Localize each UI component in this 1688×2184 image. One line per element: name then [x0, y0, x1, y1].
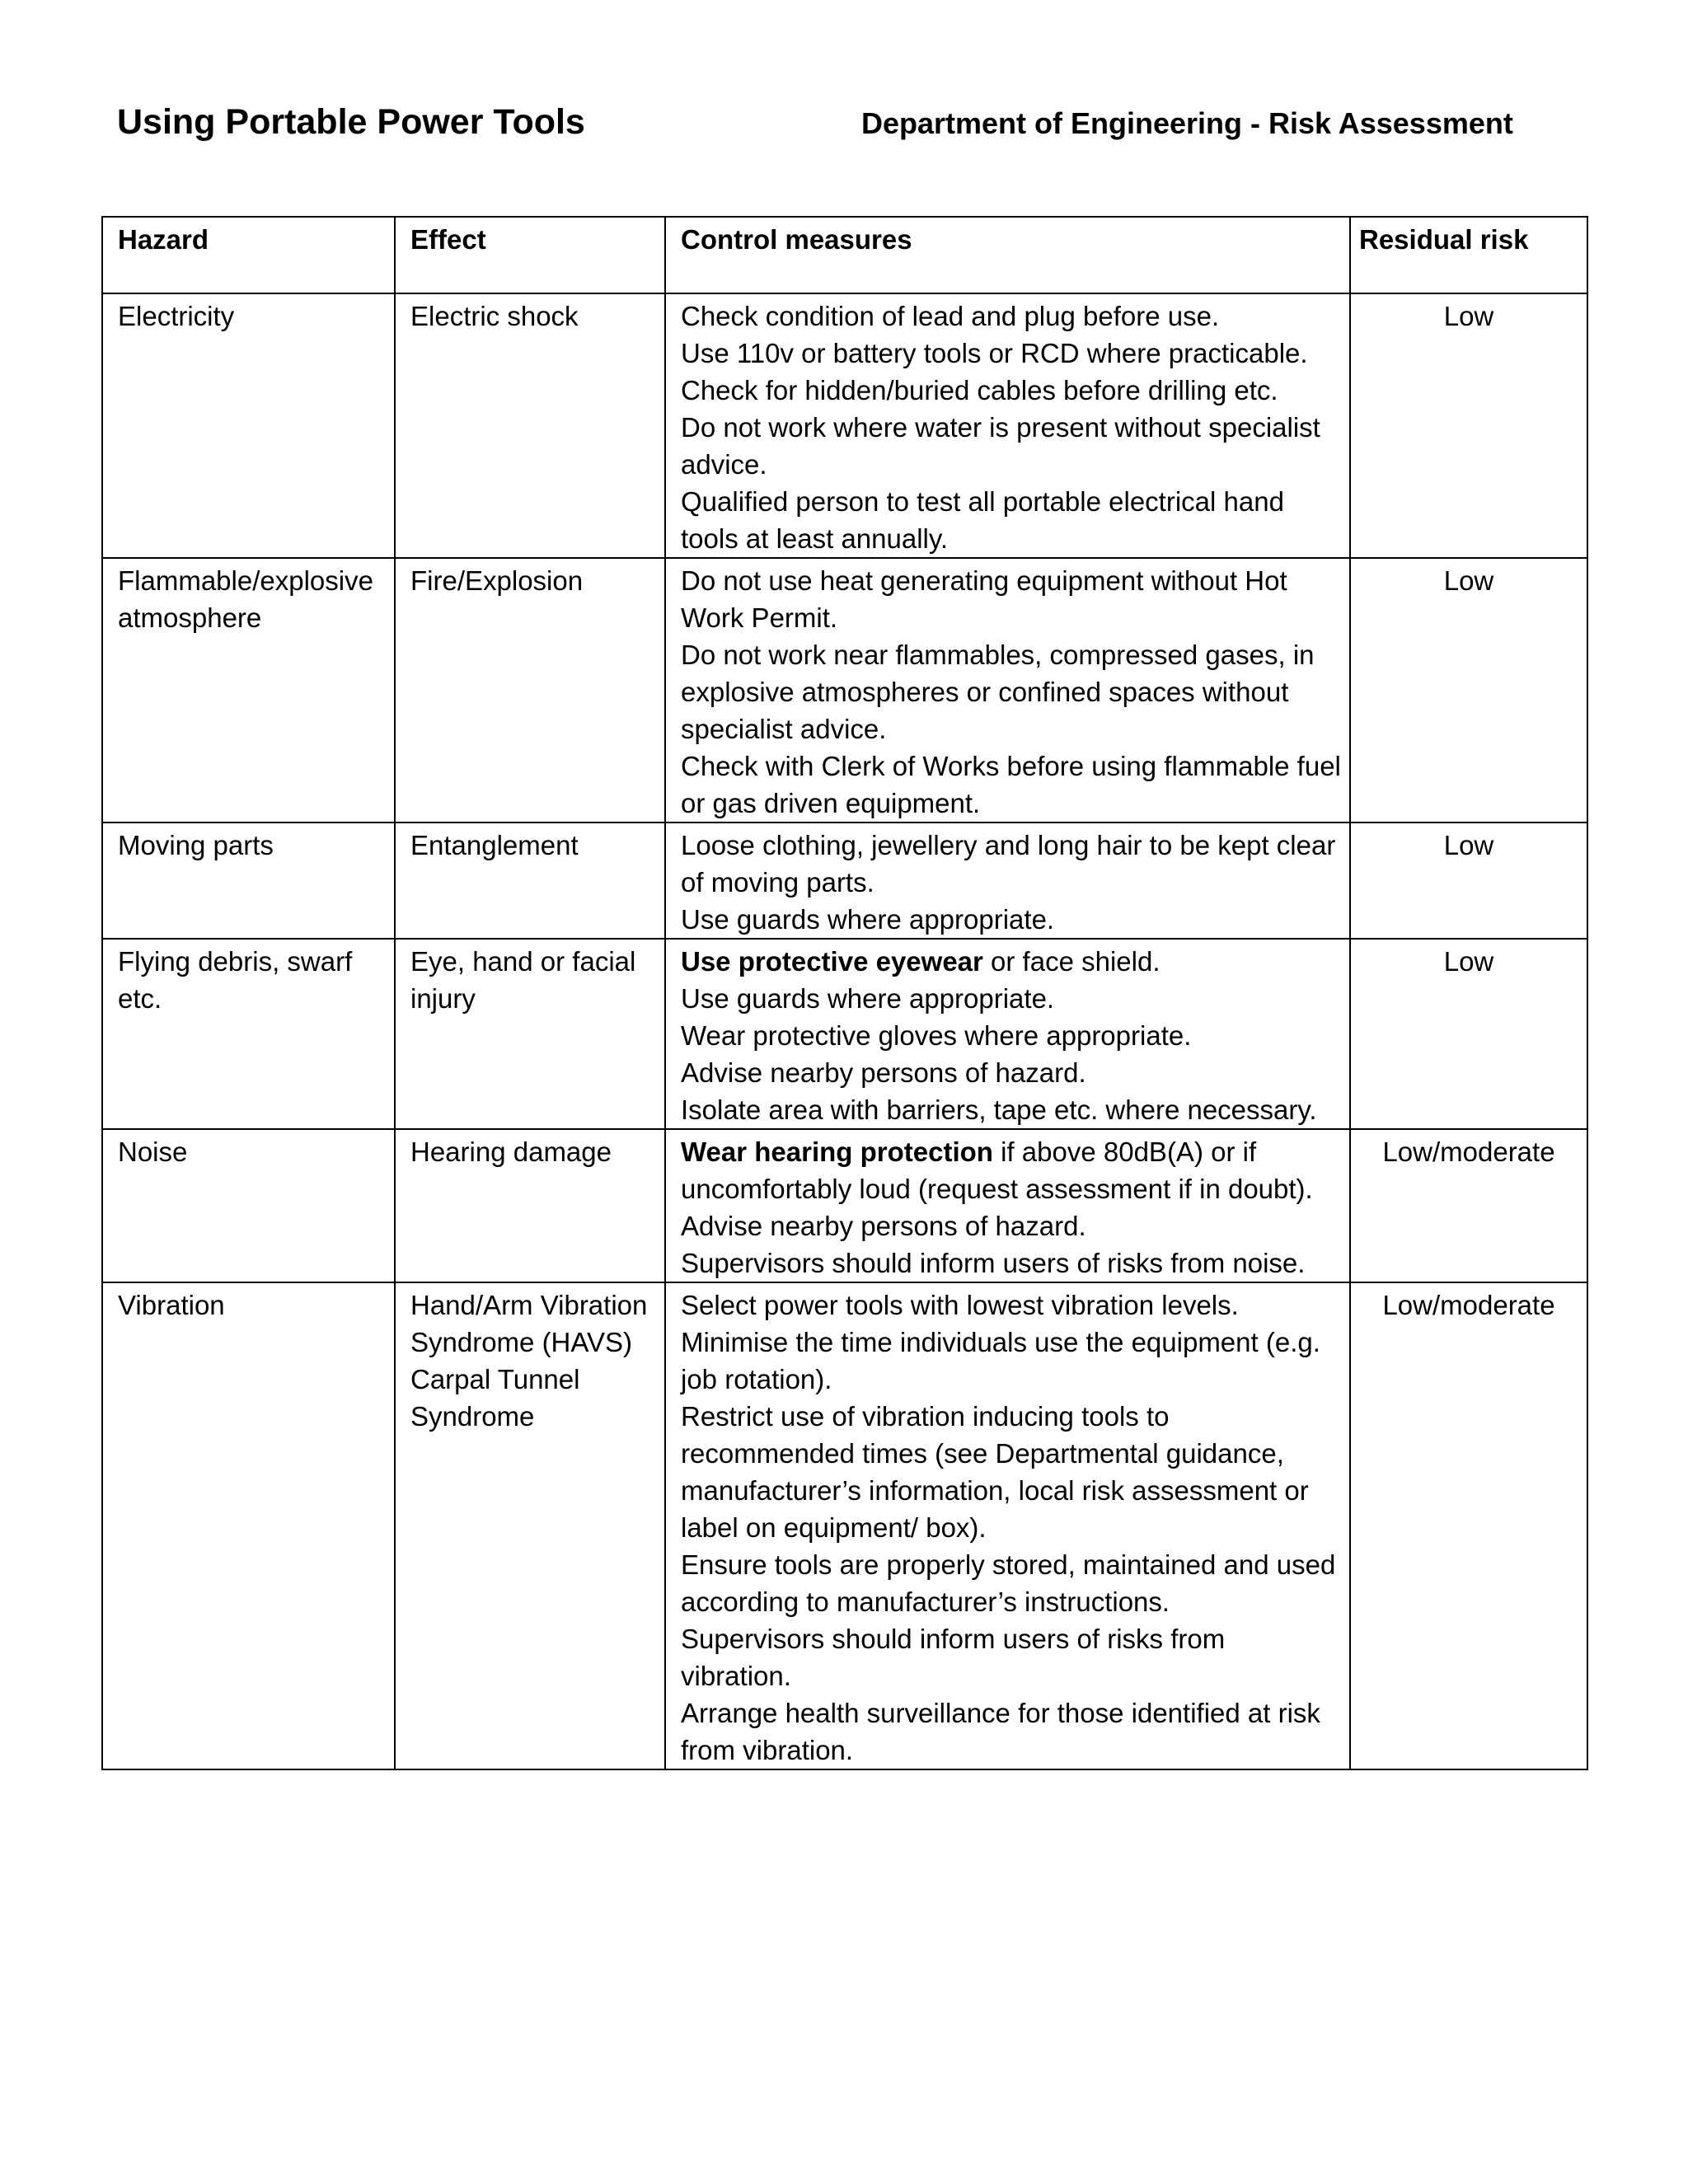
control-measure-text: Select power tools with lowest vibration levels.	[681, 1290, 1239, 1320]
effect-cell: Hearing damage	[395, 1129, 665, 1282]
table-row	[102, 558, 1587, 823]
control-measure-item	[681, 980, 1343, 1017]
control-measure-item	[681, 1017, 1343, 1054]
control-measure-text: Arrange health surveillance for those identified at risk from vibration.	[681, 1698, 1320, 1765]
column-header-effect: Effect	[395, 217, 665, 293]
control-measure-item	[681, 483, 1343, 557]
control-measure-item	[681, 1054, 1343, 1091]
control-measure-text: Isolate area with barriers, tape etc. where necessary.	[681, 1094, 1317, 1125]
hazard-cell: Flying debris, swarf etc.	[102, 939, 395, 1129]
control-measure-text: Loose clothing, jewellery and long hair to be kept clear of moving parts.	[681, 830, 1336, 898]
residual-risk-cell: Low/moderate	[1350, 1129, 1587, 1282]
effect-cell: Eye, hand or facial injury	[395, 939, 665, 1129]
control-measure-item	[681, 1286, 1343, 1324]
control-measure-text: Do not work near flammables, compressed gases, in explosive atmospheres or confined spaces without specialist advice.	[681, 640, 1315, 744]
control-measure-item	[681, 409, 1343, 483]
table-header-row	[102, 217, 1587, 293]
control-measure-item	[681, 1244, 1343, 1282]
control-measure-text: Advise nearby persons of hazard.	[681, 1057, 1086, 1088]
table-row	[102, 293, 1587, 558]
control-measure-item	[681, 1091, 1343, 1128]
control-measure-item	[681, 943, 1343, 980]
residual-risk-cell: Low/moderate	[1350, 1282, 1587, 1769]
hazard-cell: Electricity	[102, 293, 395, 558]
table-row	[102, 823, 1587, 939]
control-measures-cell	[665, 293, 1350, 558]
control-measure-text: Wear protective gloves where appropriate.	[681, 1020, 1192, 1051]
control-measure-text: Minimise the time individuals use the equipment (e.g. job rotation).	[681, 1327, 1320, 1394]
hazard-cell: Moving parts	[102, 823, 395, 939]
control-measure-item	[681, 298, 1343, 335]
control-measures-cell	[665, 1129, 1350, 1282]
residual-risk-cell: Low	[1350, 823, 1587, 939]
control-measure-item	[681, 901, 1343, 938]
residual-risk-cell: Low	[1350, 939, 1587, 1129]
residual-risk-cell: Low	[1350, 558, 1587, 823]
control-measure-item	[681, 1207, 1343, 1244]
control-measure-item	[681, 636, 1343, 748]
control-measure-item	[681, 1398, 1343, 1546]
control-measure-item	[681, 748, 1343, 822]
risk-assessment-table	[101, 216, 1588, 1770]
control-measures-cell	[665, 939, 1350, 1129]
control-measure-text: Use guards where appropriate.	[681, 983, 1055, 1014]
control-measure-item	[681, 562, 1343, 636]
effect-cell: Entanglement	[395, 823, 665, 939]
hazard-cell: Noise	[102, 1129, 395, 1282]
hazard-cell: Flammable/explosive atmosphere	[102, 558, 395, 823]
control-measure-text: Use 110v or battery tools or RCD where practicable.	[681, 338, 1308, 368]
table-body	[102, 293, 1587, 1769]
effect-cell: Hand/Arm Vibration Syndrome (HAVS) Carpal Tunnel Syndrome	[395, 1282, 665, 1769]
control-measure-item	[681, 1620, 1343, 1694]
control-measures-cell	[665, 558, 1350, 823]
column-header-control-measures: Control measures	[665, 217, 1350, 293]
control-measure-text: Check with Clerk of Works before using flammable fuel or gas driven equipment.	[681, 751, 1341, 818]
control-measure-text: Do not work where water is present without specialist advice.	[681, 412, 1320, 480]
control-measure-text: Restrict use of vibration inducing tools to recommended times (see Departmental guidance, manufacturer’s information, local risk assessment or label on equipment/ box).	[681, 1401, 1309, 1543]
control-measure-text: or face shield.	[982, 946, 1160, 977]
control-measure-text: Do not use heat generating equipment without Hot Work Permit.	[681, 565, 1287, 633]
control-measure-text: Advise nearby persons of hazard.	[681, 1211, 1086, 1241]
control-measure-item	[681, 1133, 1343, 1207]
control-measure-text: Check for hidden/buried cables before drilling etc.	[681, 375, 1278, 405]
hazard-cell: Vibration	[102, 1282, 395, 1769]
table-row	[102, 1282, 1587, 1769]
page-title: Using Portable Power Tools	[117, 102, 585, 142]
column-header-hazard: Hazard	[102, 217, 395, 293]
control-measure-item	[681, 372, 1343, 409]
control-measure-text: Qualified person to test all portable electrical hand tools at least annually.	[681, 486, 1284, 554]
control-measure-text: if above 80dB(A) or if uncomfortably loud (request assessment if in doubt).	[681, 1137, 1313, 1204]
control-measure-emphasis: Use protective eyewear	[681, 946, 983, 977]
control-measure-text: Use guards where appropriate.	[681, 904, 1055, 935]
residual-risk-cell: Low	[1350, 293, 1587, 558]
effect-cell: Fire/Explosion	[395, 558, 665, 823]
table-row	[102, 1129, 1587, 1282]
control-measure-text: Supervisors should inform users of risks from vibration.	[681, 1624, 1226, 1691]
control-measure-item	[681, 827, 1343, 901]
control-measures-cell	[665, 1282, 1350, 1769]
control-measure-text: Ensure tools are properly stored, maintained and used according to manufacturer’s instructions.	[681, 1549, 1336, 1617]
department-title: Department of Engineering - Risk Assessment	[861, 106, 1513, 140]
control-measure-emphasis: Wear hearing protection	[681, 1137, 993, 1167]
control-measure-text: Check condition of lead and plug before use.	[681, 301, 1220, 331]
control-measure-text: Supervisors should inform users of risks from noise.	[681, 1248, 1306, 1278]
control-measure-item	[681, 1546, 1343, 1620]
control-measures-cell	[665, 823, 1350, 939]
control-measure-item	[681, 1324, 1343, 1398]
table-row	[102, 939, 1587, 1129]
column-header-residual-risk: Residual risk	[1350, 217, 1587, 293]
control-measure-item	[681, 1694, 1343, 1769]
effect-cell: Electric shock	[395, 293, 665, 558]
control-measure-item	[681, 335, 1343, 372]
